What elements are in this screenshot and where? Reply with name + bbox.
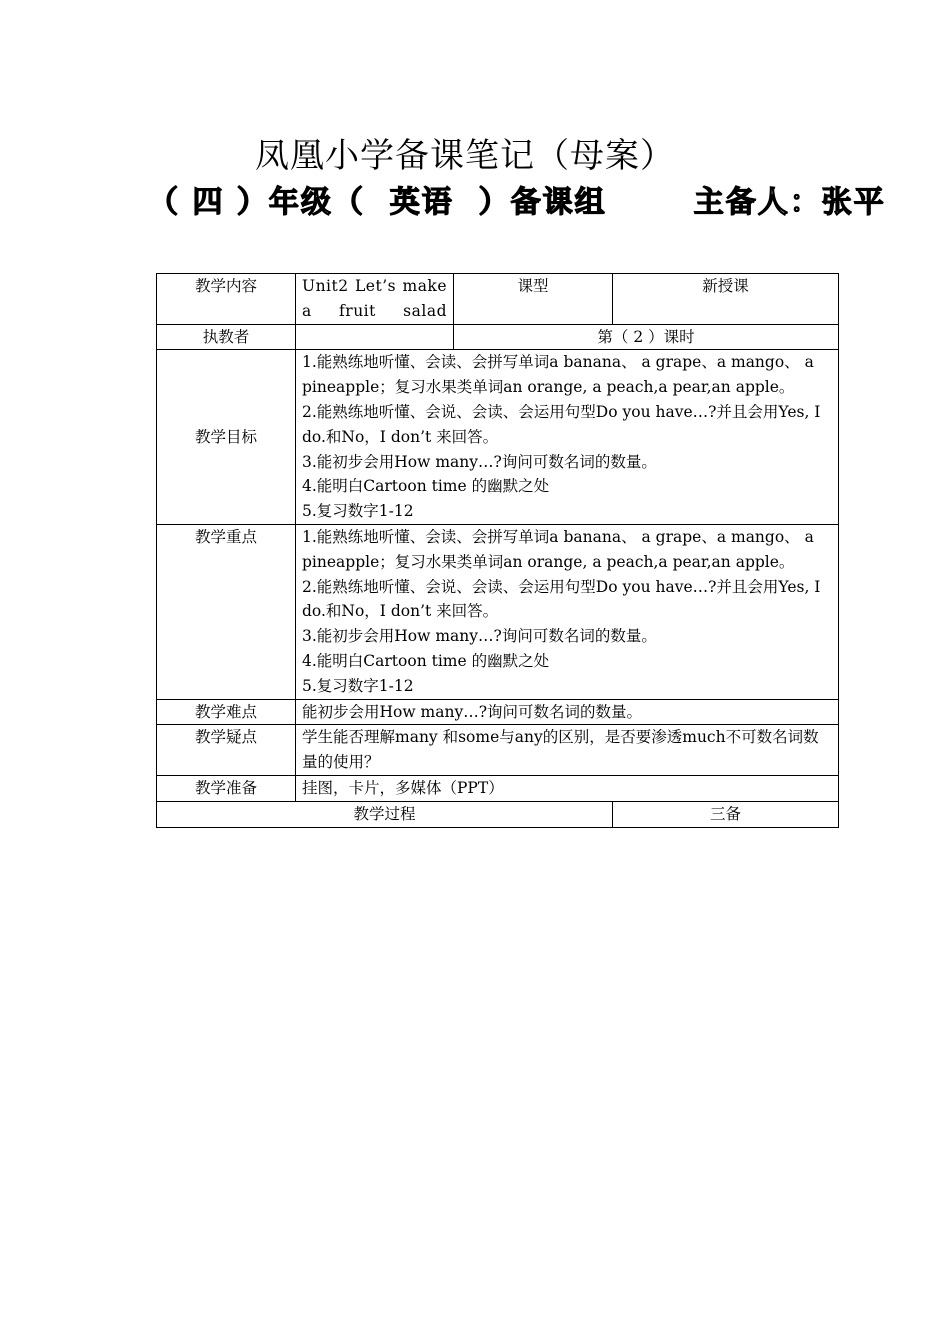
row-doubt — [157, 725, 839, 776]
goal-item: 3.能初步会用How many…?询问可数名词的数量。 — [302, 452, 657, 471]
row-process — [157, 801, 839, 827]
difficulty-cell: 能初步会用How many…?询问可数名词的数量。 — [296, 699, 839, 725]
doubt-cell: 学生能否理解many 和some与any的区别，是否要渗透much不可数名词数量的使用？ — [296, 725, 839, 776]
goal-item: 1.能熟练地听懂、会读、会拼写单词a banana、 a grape、a mango、 a pineapple；复习水果类单词an orange, a peach,a pear,an apple。 — [302, 353, 814, 397]
process-label: 教学过程 — [157, 801, 613, 827]
row-teacher — [157, 324, 839, 350]
type-label: 课型 — [454, 274, 613, 325]
goal-item: 5.复习数字1-12 — [302, 502, 414, 521]
page-title: 凤凰小学备课笔记（母案） — [255, 136, 675, 176]
prep-cell: 挂图，卡片，多媒体（PPT） — [296, 775, 839, 801]
lesson-plan-table — [156, 273, 839, 828]
row-content — [157, 274, 839, 325]
period-cell: 第（ 2 ）课时 — [454, 324, 839, 350]
goal-item: 4.能明白Cartoon time 的幽默之处 — [302, 477, 550, 496]
key-point-item: 5.复习数字1-12 — [302, 676, 414, 695]
goals-label: 教学目标 — [157, 350, 296, 525]
difficulty-label: 教学难点 — [157, 699, 296, 725]
content-label: 教学内容 — [157, 274, 296, 325]
type-value: 新授课 — [613, 274, 839, 325]
row-key-points — [157, 524, 839, 699]
key-point-item: 4.能明白Cartoon time 的幽默之处 — [302, 651, 550, 670]
content-value: Unit2 Let’s make a fruit salad — [296, 274, 454, 325]
row-prep — [157, 775, 839, 801]
key-point-item: 3.能初步会用How many…?询问可数名词的数量。 — [302, 627, 657, 646]
key-point-item: 1.能熟练地听懂、会读、会拼写单词a banana、 a grape、a mango、 a pineapple；复习水果类单词an orange, a peach,a pear,an apple。 — [302, 527, 814, 571]
teacher-value — [296, 324, 454, 350]
page-subtitle — [148, 180, 886, 226]
goal-item: 2.能熟练地听懂、会说、会读、会运用句型Do you have…?并且会用Yes, I do.和No，I don’t 来回答。 — [302, 402, 821, 446]
row-goals — [157, 350, 839, 525]
key-points-cell — [296, 524, 839, 699]
notes-label: 三备 — [613, 801, 839, 827]
key-point-item: 2.能熟练地听懂、会说、会读、会运用句型Do you have…?并且会用Yes, I do.和No，I don’t 来回答。 — [302, 577, 821, 621]
row-difficulty — [157, 699, 839, 725]
doubt-label: 教学疑点 — [157, 725, 296, 776]
goals-cell — [296, 350, 839, 525]
prep-label: 教学准备 — [157, 775, 296, 801]
teacher-label: 执教者 — [157, 324, 296, 350]
key-label: 教学重点 — [157, 524, 296, 699]
subtitle-text: （ 四 ）年级（ 英语 ）备课组 主备人：张平 — [148, 185, 886, 220]
